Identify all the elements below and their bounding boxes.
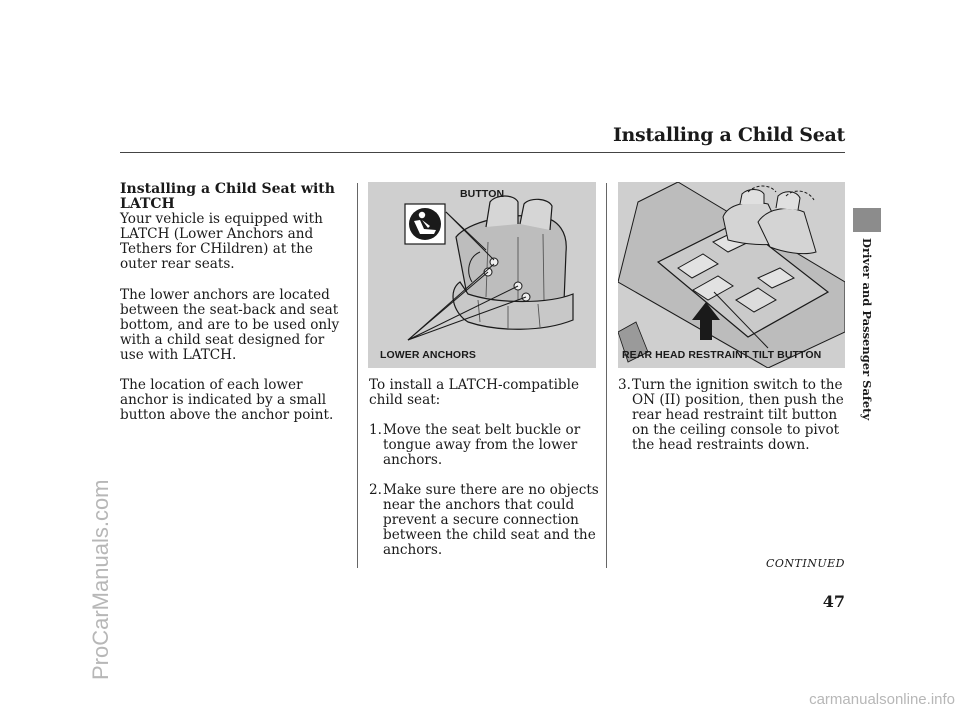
column-divider bbox=[357, 183, 358, 568]
step-number: 3. bbox=[618, 377, 631, 393]
continued-label: CONTINUED bbox=[766, 557, 845, 570]
step-item bbox=[369, 483, 601, 558]
step-text: Turn the ignition switch to the ON (II) position, then push the rear head restraint tilt button on the ceiling console to pivot the head restraints down. bbox=[632, 377, 844, 453]
step-item bbox=[369, 423, 601, 468]
step-number: 2. bbox=[369, 482, 382, 498]
page-number: 47 bbox=[822, 592, 845, 611]
paragraph-latch-intro: Your vehicle is equipped with LATCH (Lower Anchors and Tethers for CHildren) at the outer rear seats. bbox=[120, 211, 323, 272]
watermark-bottom: carmanualsonline.info bbox=[809, 691, 955, 708]
section-tab-marker bbox=[853, 208, 881, 232]
step-text: Move the seat belt buckle or tongue away from the lower anchors. bbox=[383, 422, 581, 468]
section-label bbox=[852, 238, 882, 421]
step-item bbox=[618, 378, 850, 453]
watermark-left-text: ProCarManuals.com bbox=[88, 479, 113, 680]
watermark-left bbox=[88, 250, 118, 680]
page-title: Installing a Child Seat bbox=[612, 124, 845, 146]
paragraph-lower-anchors: The lower anchors are located between the seat-back and seat bottom, and are to be used only with a child seat designed for use with LATCH. bbox=[120, 287, 340, 363]
section-heading: Installing a Child Seat with LATCH bbox=[120, 181, 335, 212]
install-intro: To install a LATCH-compatible child seat: bbox=[369, 377, 580, 408]
column-divider bbox=[606, 183, 607, 568]
rear-seat-illustration bbox=[368, 182, 596, 368]
paragraph-anchor-location: The location of each lower anchor is indicated by a small button above the anchor point. bbox=[120, 377, 334, 423]
title-rule bbox=[120, 152, 845, 153]
callout-button: BUTTON bbox=[460, 188, 505, 200]
step-number: 1. bbox=[369, 422, 382, 438]
ceiling-console-illustration bbox=[618, 182, 845, 368]
callout-lower-anchors: LOWER ANCHORS bbox=[380, 349, 476, 361]
callout-tilt-button: REAR HEAD RESTRAINT TILT BUTTON bbox=[622, 349, 822, 361]
section-label-text: Driver and Passenger Safety bbox=[860, 238, 874, 421]
figure-tilt-button bbox=[618, 182, 845, 368]
step-text: Make sure there are no objects near the anchors that could prevent a secure connection between the child seat and the anchors. bbox=[383, 482, 599, 558]
figure-lower-anchors bbox=[368, 182, 596, 368]
